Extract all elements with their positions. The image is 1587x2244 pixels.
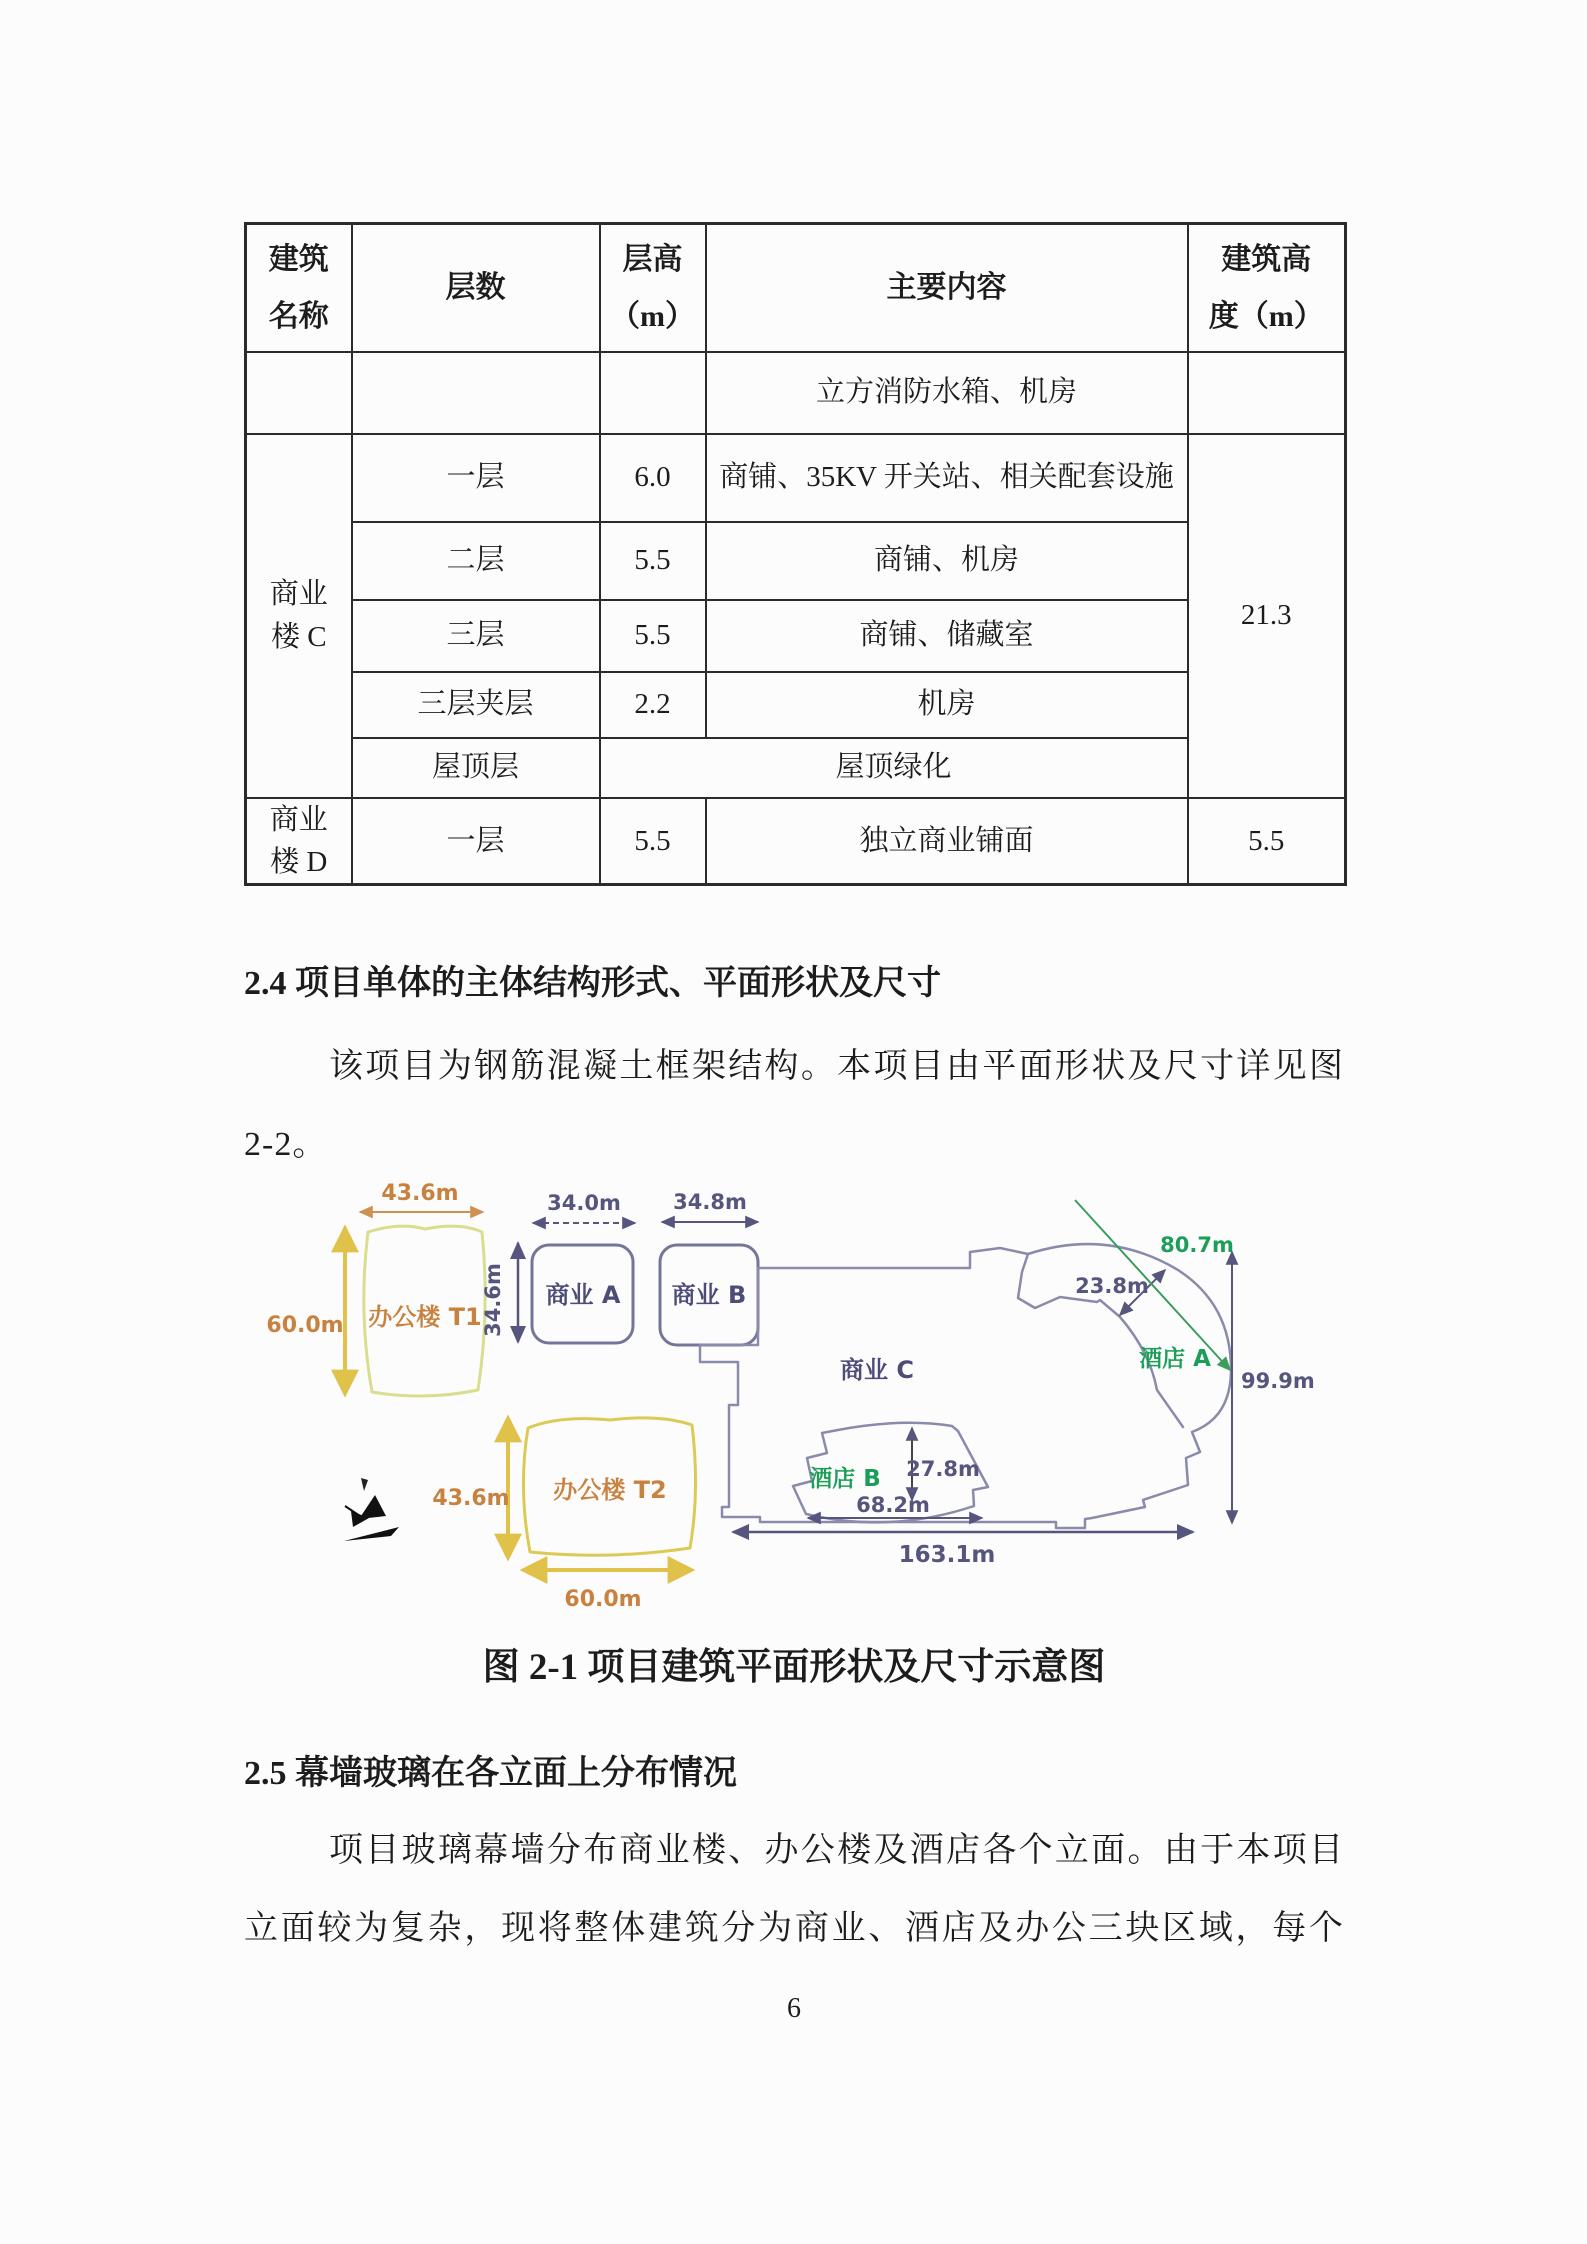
building-d-height-cell: 5.5 [1188, 798, 1346, 885]
storey-height-cell: 5.5 [600, 798, 706, 885]
page-number: 6 [787, 1993, 801, 2024]
table-row-building-d [246, 798, 1346, 885]
storey-height-cell: 5.5 [600, 600, 706, 672]
building-c-name-cell: 商业 楼 C [246, 434, 352, 798]
storey-height-cell: 5.5 [600, 522, 706, 600]
section-2-5-paragraph-line1: 项目玻璃幕墙分布商业楼、办公楼及酒店各个立面。由于本项目 [329, 1832, 1344, 1869]
hotel-b-label: 酒店 B [809, 1466, 881, 1492]
prev-content-cell: 立方消防水箱、机房 [706, 352, 1188, 434]
floor-cell: 二层 [352, 522, 600, 600]
section-2-4-title: 2.4 项目单体的主体结构形式、平面形状及尺寸 [244, 965, 941, 1002]
t1-height-dimension: 60.0m [266, 1313, 344, 1338]
header-floors: 层数 [352, 224, 600, 352]
north-arrow-icon [344, 1478, 399, 1541]
section-2-5-paragraph-line2: 立面较为复杂，现将整体建筑分为商业、酒店及办公三块区域，每个 [244, 1910, 1344, 1947]
section-2-5-title: 2.5 幕墙玻璃在各立面上分布情况 [244, 1755, 737, 1792]
header-building-height: 建筑高 度（m） [1188, 224, 1346, 352]
t2-height-dimension: 43.6m [432, 1486, 510, 1511]
hotel-b-height-dimension: 27.8m [906, 1457, 980, 1481]
empty-cell [352, 352, 600, 434]
table-row [246, 522, 1346, 600]
shangye-b-label: 商业 B [671, 1281, 747, 1309]
content-cell: 商铺、机房 [706, 522, 1188, 600]
t2-width-dimension: 60.0m [564, 1587, 642, 1612]
section-2-4-paragraph-line2: 2-2。 [244, 1126, 328, 1163]
shangye-c-outline [700, 1244, 1231, 1528]
hotel-a-depth-dimension: 23.8m [1075, 1274, 1149, 1298]
table-row [246, 738, 1346, 798]
b-width-dimension: 34.8m [673, 1190, 747, 1214]
total-width-dimension: 163.1m [898, 1542, 996, 1568]
content-cell: 商铺、储藏室 [706, 600, 1188, 672]
content-cell: 商铺、35KV 开关站、相关配套设施 [706, 434, 1188, 522]
floor-cell: 一层 [352, 798, 600, 885]
storey-height-cell: 6.0 [600, 434, 706, 522]
table-row [246, 434, 1346, 522]
hotel-a-label: 酒店 A [1139, 1346, 1211, 1372]
table-header-row [246, 224, 1346, 352]
hotel-b-width-dimension: 68.2m [856, 1493, 930, 1517]
building-d-name-cell: 商业 楼 D [246, 798, 352, 885]
site-height-dimension: 99.9m [1241, 1369, 1315, 1393]
hotel-a-arc-dimension: 80.7m [1160, 1233, 1234, 1257]
floor-cell: 屋顶层 [352, 738, 600, 798]
floor-cell: 一层 [352, 434, 600, 522]
office-t2-label: 办公楼 T2 [553, 1476, 667, 1504]
roof-green-cell: 屋顶绿化 [600, 738, 1188, 798]
empty-cell [600, 352, 706, 434]
section-2-4-paragraph-line1: 该项目为钢筋混凝土框架结构。本项目由平面形状及尺寸详见图 [329, 1048, 1344, 1085]
content-cell: 独立商业铺面 [706, 798, 1188, 885]
header-storey-height: 层高 （m） [600, 224, 706, 352]
header-main-content: 主要内容 [706, 224, 1188, 352]
table-row [246, 600, 1346, 672]
office-t1-label: 办公楼 T1 [368, 1303, 482, 1331]
shangye-a-label: 商业 A [545, 1281, 621, 1309]
table-row-prev [246, 352, 1346, 434]
t1-width-dimension: 43.6m [381, 1181, 459, 1206]
floor-cell: 三层 [352, 600, 600, 672]
table-row [246, 672, 1346, 738]
figure-caption: 图 2-1 项目建筑平面形状及尺寸示意图 [482, 1647, 1106, 1688]
building-info-table [244, 222, 1344, 886]
figure-2-1-plan-diagram [195, 1160, 1320, 1640]
a-height-dimension: 34.6m [481, 1263, 505, 1337]
floor-cell: 三层夹层 [352, 672, 600, 738]
empty-cell [246, 352, 352, 434]
empty-cell [1188, 352, 1346, 434]
building-c-height-cell: 21.3 [1188, 434, 1346, 798]
a-width-dimension: 34.0m [547, 1191, 621, 1215]
shangye-c-label: 商业 C [840, 1356, 914, 1384]
header-building-name: 建筑 名称 [246, 224, 352, 352]
content-cell: 机房 [706, 672, 1188, 738]
storey-height-cell: 2.2 [600, 672, 706, 738]
